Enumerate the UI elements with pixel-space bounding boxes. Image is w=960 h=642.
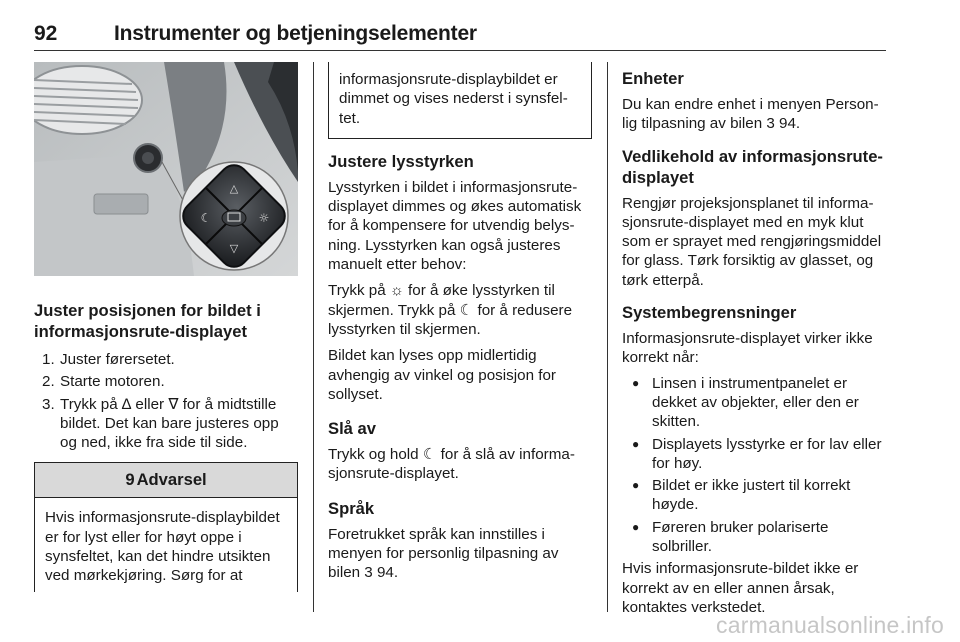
page-number: 92 (34, 22, 58, 45)
column-left (34, 62, 298, 592)
paragraph: Foretrukket språk kan innstilles i menyen for personlig tilpasning av bilen 3 94. (328, 525, 559, 582)
section-heading: Justere lysstyrken (328, 151, 474, 171)
watermark: carmanualsonline.info (716, 612, 944, 638)
warning-text: informasjonsrute-displaybildet er dimmet og vises nederst i synsfeltet. (339, 71, 568, 127)
paragraph: Du kan endre enhet i menyen Personlig tilpasning av bilen 3 94. (622, 96, 879, 133)
warning-box (34, 462, 298, 591)
paragraph: Trykk på ☼ for å øke lysstyrken til skjermen. Trykk på ☾ for å redusere lysstyrken til skjermen. (328, 282, 573, 338)
paragraph: Informasjonsrute-displayet virker ikke korrekt når: (622, 330, 873, 367)
section-heading: Juster posisjonen for bildet i informasjonsrute-displayet (34, 301, 261, 341)
warning-header: 9 Advarsel (35, 463, 297, 498)
svg-text:▽: ▽ (229, 242, 239, 255)
section-heading: Systembegrensninger (622, 303, 797, 323)
warning-text: Hvis informasjonsrute-displaybildet er for lyst eller for høyt oppe i synsfeltet, kan det hindre utsikten ved mørkekjøring. Sørg for at (45, 509, 280, 585)
svg-text:△: △ (229, 182, 239, 195)
warning-body (35, 498, 297, 591)
limitations-list (622, 374, 886, 557)
list-item: ● Displayets lysstyrke er for lav eller for høy. (632, 435, 882, 472)
list-item: 2. Starte motoren. (42, 373, 165, 391)
list-item: 3. Trykk på ∆ eller ∇ for å midtstille bildet. Det kan bare justeres opp og ned, ikke fra side til side. (42, 395, 279, 452)
section-heading: Vedlikehold av informasjonsrute-displayet (622, 146, 883, 187)
paragraph: Bildet kan lyses opp midlertidig avhengig av vinkel og posisjon for sollyset. (328, 347, 556, 403)
list-item: ● Bildet er ikke justert til korrekt høyde. (632, 477, 851, 514)
list-item: 1. Juster førersetet. (42, 351, 175, 368)
column-divider (607, 62, 608, 612)
list-item: ● Føreren bruker polariserte solbriller. (632, 518, 829, 556)
svg-text:☾: ☾ (200, 211, 212, 225)
steps-list (34, 350, 298, 452)
warning-icon: 9 (125, 470, 135, 490)
list-item: ● Linsen i instrumentpanelet er dekket av objekter, eller den er skitten. (632, 374, 859, 431)
section-heading: Språk (328, 498, 375, 518)
warning-continuation-box (328, 62, 592, 139)
page-title: Instrumenter og betjeningselementer (114, 22, 477, 45)
section-heading: Slå av (328, 419, 376, 439)
column-divider (313, 62, 314, 612)
paragraph: Trykk og hold ☾ for å slå av informasjonsrute-displayet. (328, 446, 575, 483)
column-middle (328, 62, 594, 583)
paragraph: Rengjør projeksjonsplanet til informasjonsrute-displayet med en myk klut som er sprayet med rengjøringsmiddel for glass. Tørk forsiktig av glasset, og tørk etterpå. (622, 194, 882, 289)
page-header (34, 6, 886, 51)
svg-text:☼: ☼ (258, 211, 270, 225)
hud-control-photo (34, 62, 298, 276)
paragraph: Lysstyrken i bildet i informasjonsrute-displayet dimmes og økes automatisk for å kompensere for utvendig belysning. Lysstyrken kan også justeres manuelt etter behov: (328, 178, 582, 274)
column-right (622, 62, 886, 617)
section-heading: Enheter (622, 69, 684, 88)
paragraph: Hvis informasjonsrute-bildet ikke er korrekt av en eller annen årsak, kontaktes verkstedet. (622, 560, 859, 616)
